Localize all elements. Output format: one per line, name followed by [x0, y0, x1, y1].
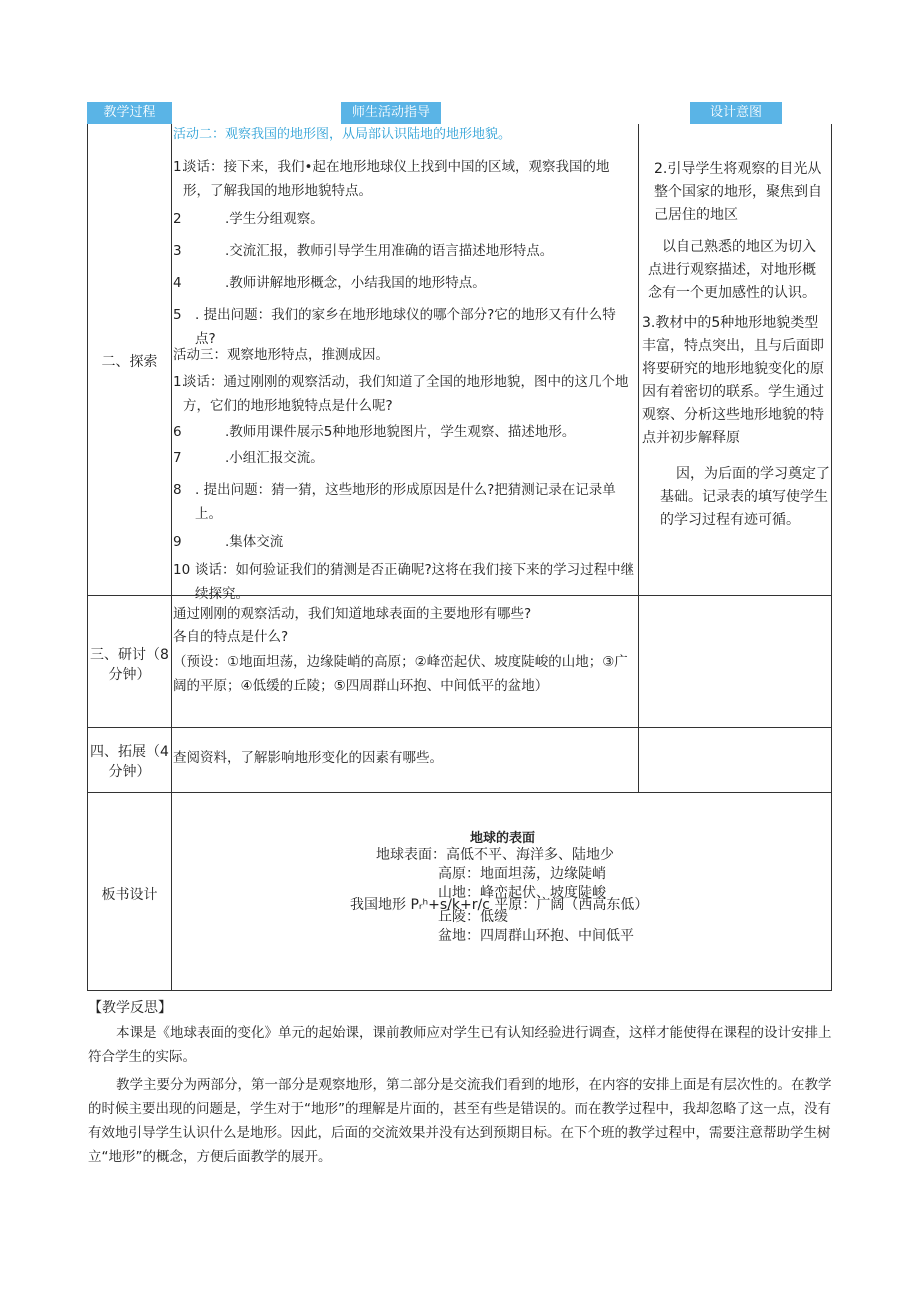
- list-item: [173, 478, 635, 526]
- step-text: 谈话：如何验证我们的猜测是否正确呢?这将在我们接下来的学习过程中继续探究。: [195, 562, 635, 602]
- board-line-plain: 我国地形 Pᵣʰ+s/k+r/c 平原：广阔（西高东低）: [350, 897, 649, 913]
- step-number: 4: [173, 275, 182, 291]
- table-border-bottom: [87, 990, 832, 991]
- intent-paragraph-3: 3.教材中的5种地形地貌类型丰富，特点突出，且与后面即将要研究的地形地貌变化的原因有着密切的联系。学生通过观察、分析这些地形地貌的特点并初步解释原: [642, 315, 824, 446]
- board-line-plateau: 高原：地面坦荡，边缘陡峭: [438, 866, 606, 882]
- reflection-body: [88, 1021, 833, 1173]
- list-item: [173, 370, 635, 418]
- list-item: [173, 420, 635, 444]
- step-text: .交流汇报，教师引导学生用准确的语言描述地形特点。: [225, 243, 554, 259]
- table-row-line-3: [87, 792, 832, 793]
- step-number: 5: [173, 307, 182, 323]
- step-number: 10: [173, 562, 191, 578]
- row-label-board: 板书设计: [101, 887, 158, 903]
- list-item: [173, 530, 635, 554]
- table-row-line-2: [87, 727, 832, 728]
- step-number: 2: [173, 211, 182, 227]
- activity3-title: 活动三：观察地形特点，推测成因。: [173, 347, 389, 363]
- discuss-preset: （预设：①地面坦荡，边缘陡峭的高原；②峰峦起伏、坡度陡峻的山地；③广阔的平原；④低缓的丘陵；⑤四周群山环抱、中间低平的盆地）: [173, 654, 628, 694]
- row-label-discuss: 三、研讨（8分钟）: [90, 647, 169, 683]
- list-item: [173, 446, 635, 470]
- list-item: [173, 155, 635, 203]
- step-text: .教师用课件展示5种地形地貌图片，学生观察、描述地形。: [225, 424, 576, 440]
- row-label-explore: 二、探索: [101, 354, 158, 370]
- step-number: 1.: [173, 159, 186, 175]
- activity2-title: 活动二：观察我国的地形图，从局部认识陆地的地形地貌。: [173, 127, 512, 142]
- activity2-steps: [173, 155, 635, 351]
- activity3-steps: [173, 370, 635, 606]
- discuss-question-2: 各自的特点是什么?: [173, 629, 289, 645]
- list-item: [173, 558, 635, 606]
- list-item: [173, 271, 635, 295]
- step-text: . 提出问题：我们的家乡在地形地球仪的哪个部分?它的地形又有什么特点?: [195, 307, 616, 347]
- step-text: . 提出问题：猜一猜，这些地形的形成原因是什么?把猜测记录在记录单上。: [195, 482, 616, 522]
- board-line-hills: 丘陵：低缓: [438, 909, 508, 925]
- board-title: 地球的表面: [470, 831, 536, 846]
- step-text: .集体交流: [225, 534, 284, 550]
- table-divider-1: [171, 124, 172, 991]
- step-text: .教师讲解地形概念，小结我国的地形特点。: [225, 275, 486, 291]
- reflection-paragraph-2: 教学主要分为两部分，第一部分是观察地形，第二部分是交流我们看到的地形，在内容的安排上面是有层次性的。在教学的时候主要出现的问题是，学生对于“地形”的理解是片面的，甚至有些是错误的。而在教学过程中，我却忽略了这一点，没有有效地引导学生认识什么是地形。因此，后面的交流效果并没有达到预期目标。在下个班的教学过程中，需要注意帮助学生树立“地形”的概念，方便后面教学的展开。: [88, 1077, 832, 1165]
- extend-text: 查阅资料，了解影响地形变化的因素有哪些。: [173, 750, 443, 766]
- board-line-surface: 地球表面：高低不平、海洋多、陆地少: [376, 847, 614, 863]
- reflection-title: 【教学反思】: [88, 1000, 172, 1016]
- header-teaching-process: 教学过程: [87, 102, 172, 124]
- step-text: .学生分组观察。: [225, 211, 324, 227]
- step-number: 1.: [173, 374, 186, 390]
- step-number: 9: [173, 534, 182, 550]
- table-border-left: [87, 124, 88, 991]
- step-text: .小组汇报交流。: [225, 450, 324, 466]
- discuss-question-1: 通过刚刚的观察活动，我们知道地球表面的主要地形有哪些?: [173, 606, 532, 622]
- intent-paragraph-1: 2.引导学生将观察的目光从整个国家的地形，聚焦到自己居住的地区: [654, 161, 822, 223]
- intent-paragraph-2: 以自己熟悉的地区为切入点进行观察描述，对地形概念有一个更加感性的认识。: [648, 239, 816, 301]
- reflection-paragraph-1: 本课是《地球表面的变化》单元的起始课，课前教师应对学生已有认知经验进行调查，这样才能使得在课程的设计安排上符合学生的实际。: [88, 1025, 832, 1065]
- step-number: 6: [173, 424, 182, 440]
- header-design-intent: 设计意图: [690, 102, 782, 124]
- table-divider-2: [638, 124, 639, 792]
- header-activity-guide: 师生活动指导: [341, 102, 441, 124]
- step-text: 谈话：通过刚刚的观察活动，我们知道了全国的地形地貌，图中的这几个地方，它们的地形地貌特点是什么呢?: [183, 374, 629, 414]
- step-number: 3: [173, 243, 182, 259]
- intent-paragraph-4: 因，为后面的学习奠定了基础。记录表的填写使学生的学习过程有迹可循。: [660, 466, 830, 528]
- board-line-basin: 盆地：四周群山环抱、中间低平: [438, 928, 634, 944]
- row-label-extend: 四、拓展（4分钟）: [90, 744, 169, 780]
- board-line-mountain: 山地：峰峦起伏、坡度陡峻: [438, 885, 606, 901]
- step-text: 谈话：接下来，我们•起在地形地球仪上找到中国的区域，观察我国的地形，了解我国的地形地貌特点。: [183, 159, 610, 199]
- table-border-right: [831, 124, 832, 991]
- list-item: [173, 207, 635, 231]
- list-item: [173, 239, 635, 263]
- step-number: 8: [173, 482, 182, 498]
- step-number: 7: [173, 450, 182, 466]
